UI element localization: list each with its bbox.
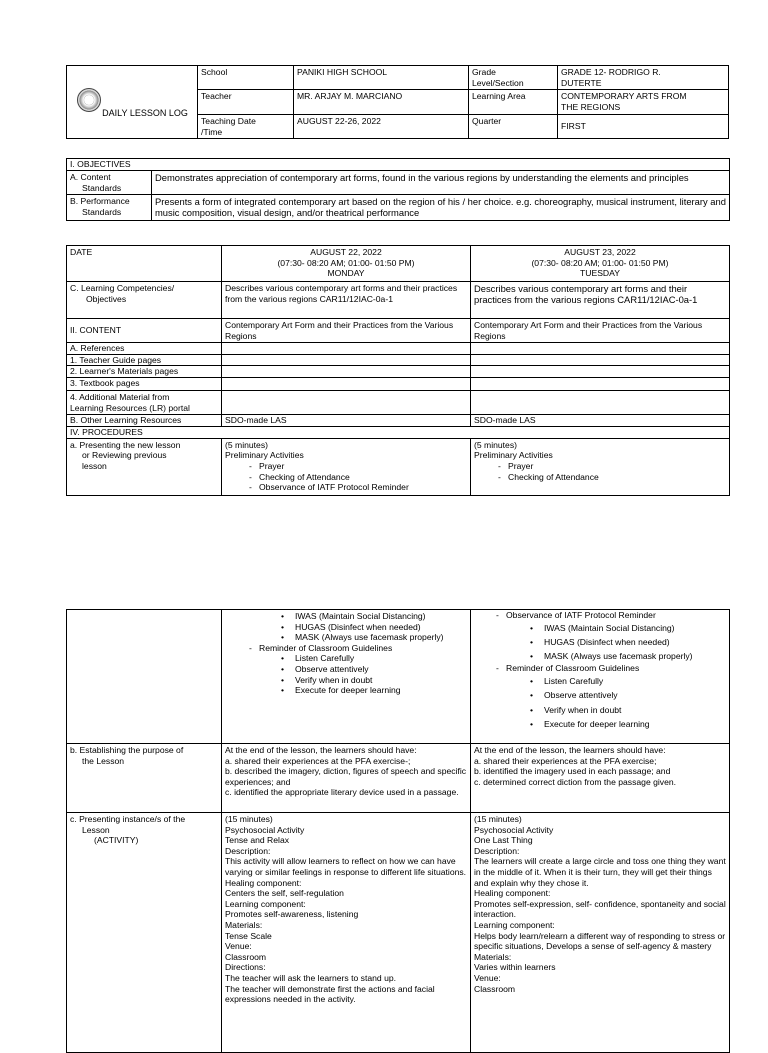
list-item: • Execute for deeper learning [474, 717, 726, 731]
learners-materials-label: 2. Learner's Materials pages [67, 366, 222, 378]
list-item: - Reminder of Classroom Guidelines [474, 663, 726, 674]
list-item: • Listen Carefully [225, 653, 467, 664]
other-resources-day1: SDO-made LAS [222, 415, 471, 427]
plan-table [66, 245, 730, 496]
performance-standards-text: Presents a form of integrated contemporary art based on the region of his / her choice. e.g. choreography, musical instrument, literary and music composition, visual design, and/or theatrical performance [152, 195, 730, 220]
additional-material-label: 4. Additional Material from Learning Resources (LR) portal [67, 390, 222, 414]
procedures-heading: IV. PROCEDURES [67, 427, 730, 439]
teacher-value: MR. ARJAY M. MARCIANO [294, 90, 469, 115]
list-item: • MASK (Always use facemask properly) [474, 649, 726, 663]
objectives-table [66, 158, 730, 221]
activity-day1: (15 minutes) Psychosocial Activity Tense and Relax Description: This activity will allow learners to reflect on how we can have varying or similar feelings in response to different life situations. Healing component: Centers the self, self-regulation Learning component: Promotes self-awareness, listening Materials: Tense Scale Venue: Classroom Directions: The teacher will ask the learners to stand up. The teacher will demonstrate first the actions and facial expressions needed in the activity. [222, 813, 471, 1053]
deped-seal-icon [77, 88, 101, 112]
list-item: - Checking of Attendance [225, 472, 467, 483]
log-title: DAILY LESSON LOG [102, 108, 188, 119]
grade-label: Grade Level/Section [469, 66, 558, 90]
objectives-heading: I. OBJECTIVES [67, 159, 730, 171]
school-value: PANIKI HIGH SCHOOL [294, 66, 469, 90]
guidelines-day1 [222, 610, 471, 744]
header-table [66, 65, 729, 139]
textbook-label: 3. Textbook pages [67, 377, 222, 390]
list-item: • IWAS (Maintain Social Distancing) [474, 621, 726, 635]
continuation-table [66, 609, 730, 1053]
activity-label: c. Presenting instance/s of the Lesson (ACTIVITY) [67, 813, 222, 1053]
date-column-label: DATE [67, 246, 222, 282]
presenting-day1: (5 minutes) Preliminary Activities - Prayer - Checking of Attendance - Observance of IATF Protocol Reminder [222, 438, 471, 495]
presenting-day2: (5 minutes) Preliminary Activities - Prayer - Checking of Attendance [471, 438, 730, 495]
purpose-day2: At the end of the lesson, the learners should have: a. shared their experiences at the PFA exercise; b. identified the imagery used in each passage; and c. determined correct diction from the passage given. [471, 744, 730, 813]
list-item: • Observe attentively [474, 688, 726, 702]
list-item: • HUGAS (Disinfect when needed) [474, 635, 726, 649]
list-item: - Prayer [225, 461, 467, 472]
quarter-value: FIRST [558, 115, 729, 139]
date-label: Teaching Date /Time [198, 115, 294, 139]
list-item: • HUGAS (Disinfect when needed) [225, 622, 467, 633]
list-item: - Reminder of Classroom Guidelines [225, 643, 467, 654]
list-item: • Verify when in doubt [225, 675, 467, 686]
day2-header: AUGUST 23, 2022 (07:30- 08:20 AM; 01:00- 01:50 PM) TUESDAY [471, 246, 730, 282]
grade-value: GRADE 12- RODRIGO R. DUTERTE [558, 66, 729, 90]
content-standards-label: A. Content Standards [67, 171, 152, 195]
list-item: • IWAS (Maintain Social Distancing) [225, 611, 467, 622]
other-resources-day2: SDO-made LAS [471, 415, 730, 427]
competencies-label: C. Learning Competencies/ Objectives [67, 282, 222, 319]
purpose-label: b. Establishing the purpose of the Lesson [67, 744, 222, 813]
date-value: AUGUST 22-26, 2022 [294, 115, 469, 139]
list-item: • Execute for deeper learning [225, 685, 467, 696]
area-value: CONTEMPORARY ARTS FROM THE REGIONS [558, 90, 729, 115]
purpose-day1: At the end of the lesson, the learners should have: a. shared their experiences at the PFA exercise-; b. described the imagery, diction, figures of speech and specific experiences; and c. identified the appropriate literary device used in a passage. [222, 744, 471, 813]
list-item: • Observe attentively [225, 664, 467, 675]
references-label: A. References [67, 343, 222, 355]
list-item: • Listen Carefully [474, 674, 726, 688]
logo-cell [67, 66, 198, 139]
list-item: • Verify when in doubt [474, 703, 726, 717]
list-item: • MASK (Always use facemask properly) [225, 632, 467, 643]
list-item: - Observance of IATF Protocol Reminder [474, 610, 726, 621]
list-item: - Observance of IATF Protocol Reminder [225, 482, 467, 493]
area-label: Learning Area [469, 90, 558, 115]
teacher-guide-label: 1. Teacher Guide pages [67, 354, 222, 366]
teacher-label: Teacher [198, 90, 294, 115]
competencies-day2: Describes various contemporary art forms and their practices from the various regions CAR11/12IAC-0a-1 [471, 282, 730, 319]
activity-day2: (15 minutes) Psychosocial Activity One Last Thing Description: The learners will create a large circle and toss one thing they want in the middle of it. When it is their turn, they will get their things and explain why they chose it. Healing component: Promotes self-expression, self- confidence, spontaneity and social interaction. Learning component: Helps body learn/relearn a different way of responding to stress or specific situations, Develops a sense of self-agency & mastery Materials: Varies within learners Venue: Classroom [471, 813, 730, 1053]
content-day1: Contemporary Art Form and their Practices from the Various Regions [222, 319, 471, 343]
content-label: II. CONTENT [67, 319, 222, 343]
performance-standards-label: B. Performance Standards [67, 195, 152, 220]
content-day2: Contemporary Art Form and their Practices from the Various Regions [471, 319, 730, 343]
day1-header: AUGUST 22, 2022 (07:30- 08:20 AM; 01:00- 01:50 PM) MONDAY [222, 246, 471, 282]
list-item: - Prayer [474, 461, 726, 472]
competencies-day1: Describes various contemporary art forms and their practices from the various regions CAR11/12IAC-0a-1 [222, 282, 471, 319]
school-label: School [198, 66, 294, 90]
guidelines-day2 [471, 610, 730, 744]
quarter-label: Quarter [469, 115, 558, 139]
content-standards-text: Demonstrates appreciation of contemporary art forms, found in the various regions by understanding the elements and principles [152, 171, 730, 195]
other-resources-label: B. Other Learning Resources [67, 415, 222, 427]
list-item: - Checking of Attendance [474, 472, 726, 483]
presenting-lesson-label: a. Presenting the new lesson or Reviewing previous lesson [67, 438, 222, 495]
